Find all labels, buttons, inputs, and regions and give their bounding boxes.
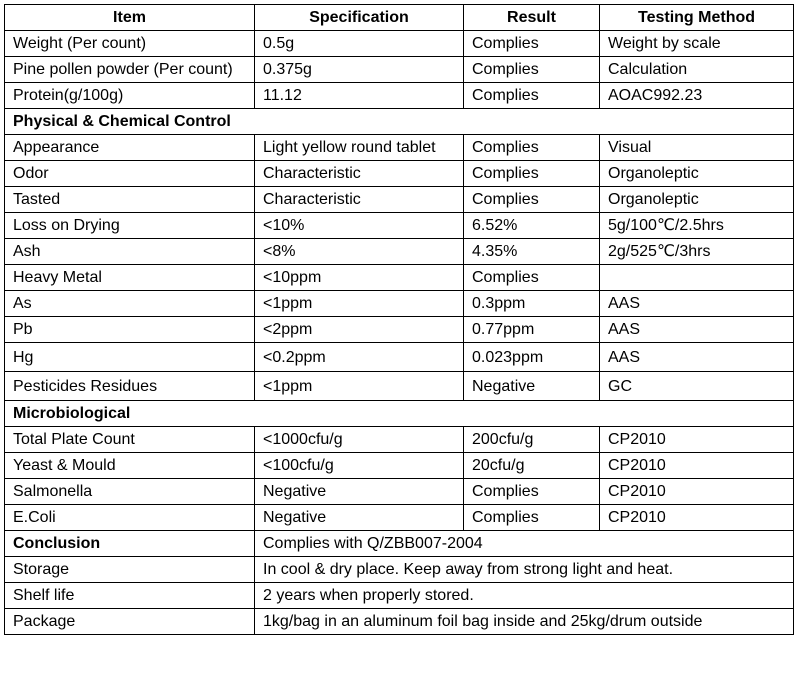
shelf-life-row <box>5 583 794 609</box>
cell-item: E.Coli <box>5 505 255 531</box>
table-row <box>5 187 794 213</box>
table-row <box>5 372 794 401</box>
header-result: Result <box>464 5 600 31</box>
cell-specification: Characteristic <box>255 187 464 213</box>
cell-result: 4.35% <box>464 239 600 265</box>
cell-item: Odor <box>5 161 255 187</box>
table-row <box>5 31 794 57</box>
table-row <box>5 317 794 343</box>
cell-method: 2g/525℃/3hrs <box>600 239 794 265</box>
cell-specification: <0.2ppm <box>255 343 464 372</box>
cell-result: Negative <box>464 372 600 401</box>
conclusion-value: Complies with Q/ZBB007-2004 <box>255 531 794 557</box>
table-row <box>5 265 794 291</box>
storage-label: Storage <box>5 557 255 583</box>
table-row <box>5 505 794 531</box>
table-row <box>5 427 794 453</box>
table-row <box>5 213 794 239</box>
cell-method: 5g/100℃/2.5hrs <box>600 213 794 239</box>
cell-result: Complies <box>464 135 600 161</box>
cell-item: Tasted <box>5 187 255 213</box>
specification-table <box>4 4 794 635</box>
table-row <box>5 453 794 479</box>
cell-result: Complies <box>464 265 600 291</box>
cell-result: Complies <box>464 31 600 57</box>
cell-specification: <10ppm <box>255 265 464 291</box>
cell-result: 0.023ppm <box>464 343 600 372</box>
cell-result: Complies <box>464 479 600 505</box>
cell-result: Complies <box>464 161 600 187</box>
table-row <box>5 57 794 83</box>
cell-specification: Negative <box>255 479 464 505</box>
cell-specification: <1ppm <box>255 291 464 317</box>
shelf-life-value: 2 years when properly stored. <box>255 583 794 609</box>
cell-result: Complies <box>464 505 600 531</box>
conclusion-row <box>5 531 794 557</box>
table-row <box>5 343 794 372</box>
cell-specification: <8% <box>255 239 464 265</box>
cell-specification: 11.12 <box>255 83 464 109</box>
cell-method: AAS <box>600 317 794 343</box>
table-row <box>5 161 794 187</box>
shelf-life-label: Shelf life <box>5 583 255 609</box>
cell-result: 0.3ppm <box>464 291 600 317</box>
cell-method: AOAC992.23 <box>600 83 794 109</box>
package-label: Package <box>5 609 255 635</box>
section-title-microbiological: Microbiological <box>5 401 794 427</box>
cell-specification: <2ppm <box>255 317 464 343</box>
cell-specification: Characteristic <box>255 161 464 187</box>
cell-item: Ash <box>5 239 255 265</box>
cell-method: CP2010 <box>600 427 794 453</box>
cell-item: Appearance <box>5 135 255 161</box>
cell-method: GC <box>600 372 794 401</box>
header-specification: Specification <box>255 5 464 31</box>
cell-item: As <box>5 291 255 317</box>
cell-item: Weight (Per count) <box>5 31 255 57</box>
cell-specification: <1ppm <box>255 372 464 401</box>
cell-item: Salmonella <box>5 479 255 505</box>
cell-method: AAS <box>600 343 794 372</box>
section-row-microbiological <box>5 401 794 427</box>
cell-result: 6.52% <box>464 213 600 239</box>
table-row <box>5 291 794 317</box>
storage-value: In cool & dry place. Keep away from strong light and heat. <box>255 557 794 583</box>
cell-item: Hg <box>5 343 255 372</box>
cell-method: AAS <box>600 291 794 317</box>
cell-specification: 0.5g <box>255 31 464 57</box>
table-row <box>5 479 794 505</box>
header-item: Item <box>5 5 255 31</box>
cell-item: Heavy Metal <box>5 265 255 291</box>
cell-method: Visual <box>600 135 794 161</box>
cell-result: Complies <box>464 57 600 83</box>
cell-result: 0.77ppm <box>464 317 600 343</box>
header-row <box>5 5 794 31</box>
cell-method: Organoleptic <box>600 187 794 213</box>
cell-specification: 0.375g <box>255 57 464 83</box>
storage-row <box>5 557 794 583</box>
cell-result: 200cfu/g <box>464 427 600 453</box>
cell-method: CP2010 <box>600 479 794 505</box>
conclusion-label: Conclusion <box>5 531 255 557</box>
table-row <box>5 135 794 161</box>
cell-item: Pb <box>5 317 255 343</box>
cell-result: Complies <box>464 187 600 213</box>
table-row <box>5 83 794 109</box>
cell-item: Yeast & Mould <box>5 453 255 479</box>
cell-specification: <100cfu/g <box>255 453 464 479</box>
table-row <box>5 239 794 265</box>
cell-item: Pine pollen powder (Per count) <box>5 57 255 83</box>
cell-specification: <1000cfu/g <box>255 427 464 453</box>
cell-method: CP2010 <box>600 453 794 479</box>
cell-method <box>600 265 794 291</box>
cell-specification: Negative <box>255 505 464 531</box>
cell-specification: <10% <box>255 213 464 239</box>
cell-specification: Light yellow round tablet <box>255 135 464 161</box>
cell-item: Pesticides Residues <box>5 372 255 401</box>
cell-result: 20cfu/g <box>464 453 600 479</box>
cell-method: CP2010 <box>600 505 794 531</box>
cell-item: Total Plate Count <box>5 427 255 453</box>
cell-method: Organoleptic <box>600 161 794 187</box>
section-row-physical <box>5 109 794 135</box>
cell-method: Weight by scale <box>600 31 794 57</box>
package-row <box>5 609 794 635</box>
cell-item: Loss on Drying <box>5 213 255 239</box>
package-value: 1kg/bag in an aluminum foil bag inside and 25kg/drum outside <box>255 609 794 635</box>
header-testing-method: Testing Method <box>600 5 794 31</box>
cell-result: Complies <box>464 83 600 109</box>
cell-item: Protein(g/100g) <box>5 83 255 109</box>
section-title-physical: Physical & Chemical Control <box>5 109 794 135</box>
cell-method: Calculation <box>600 57 794 83</box>
